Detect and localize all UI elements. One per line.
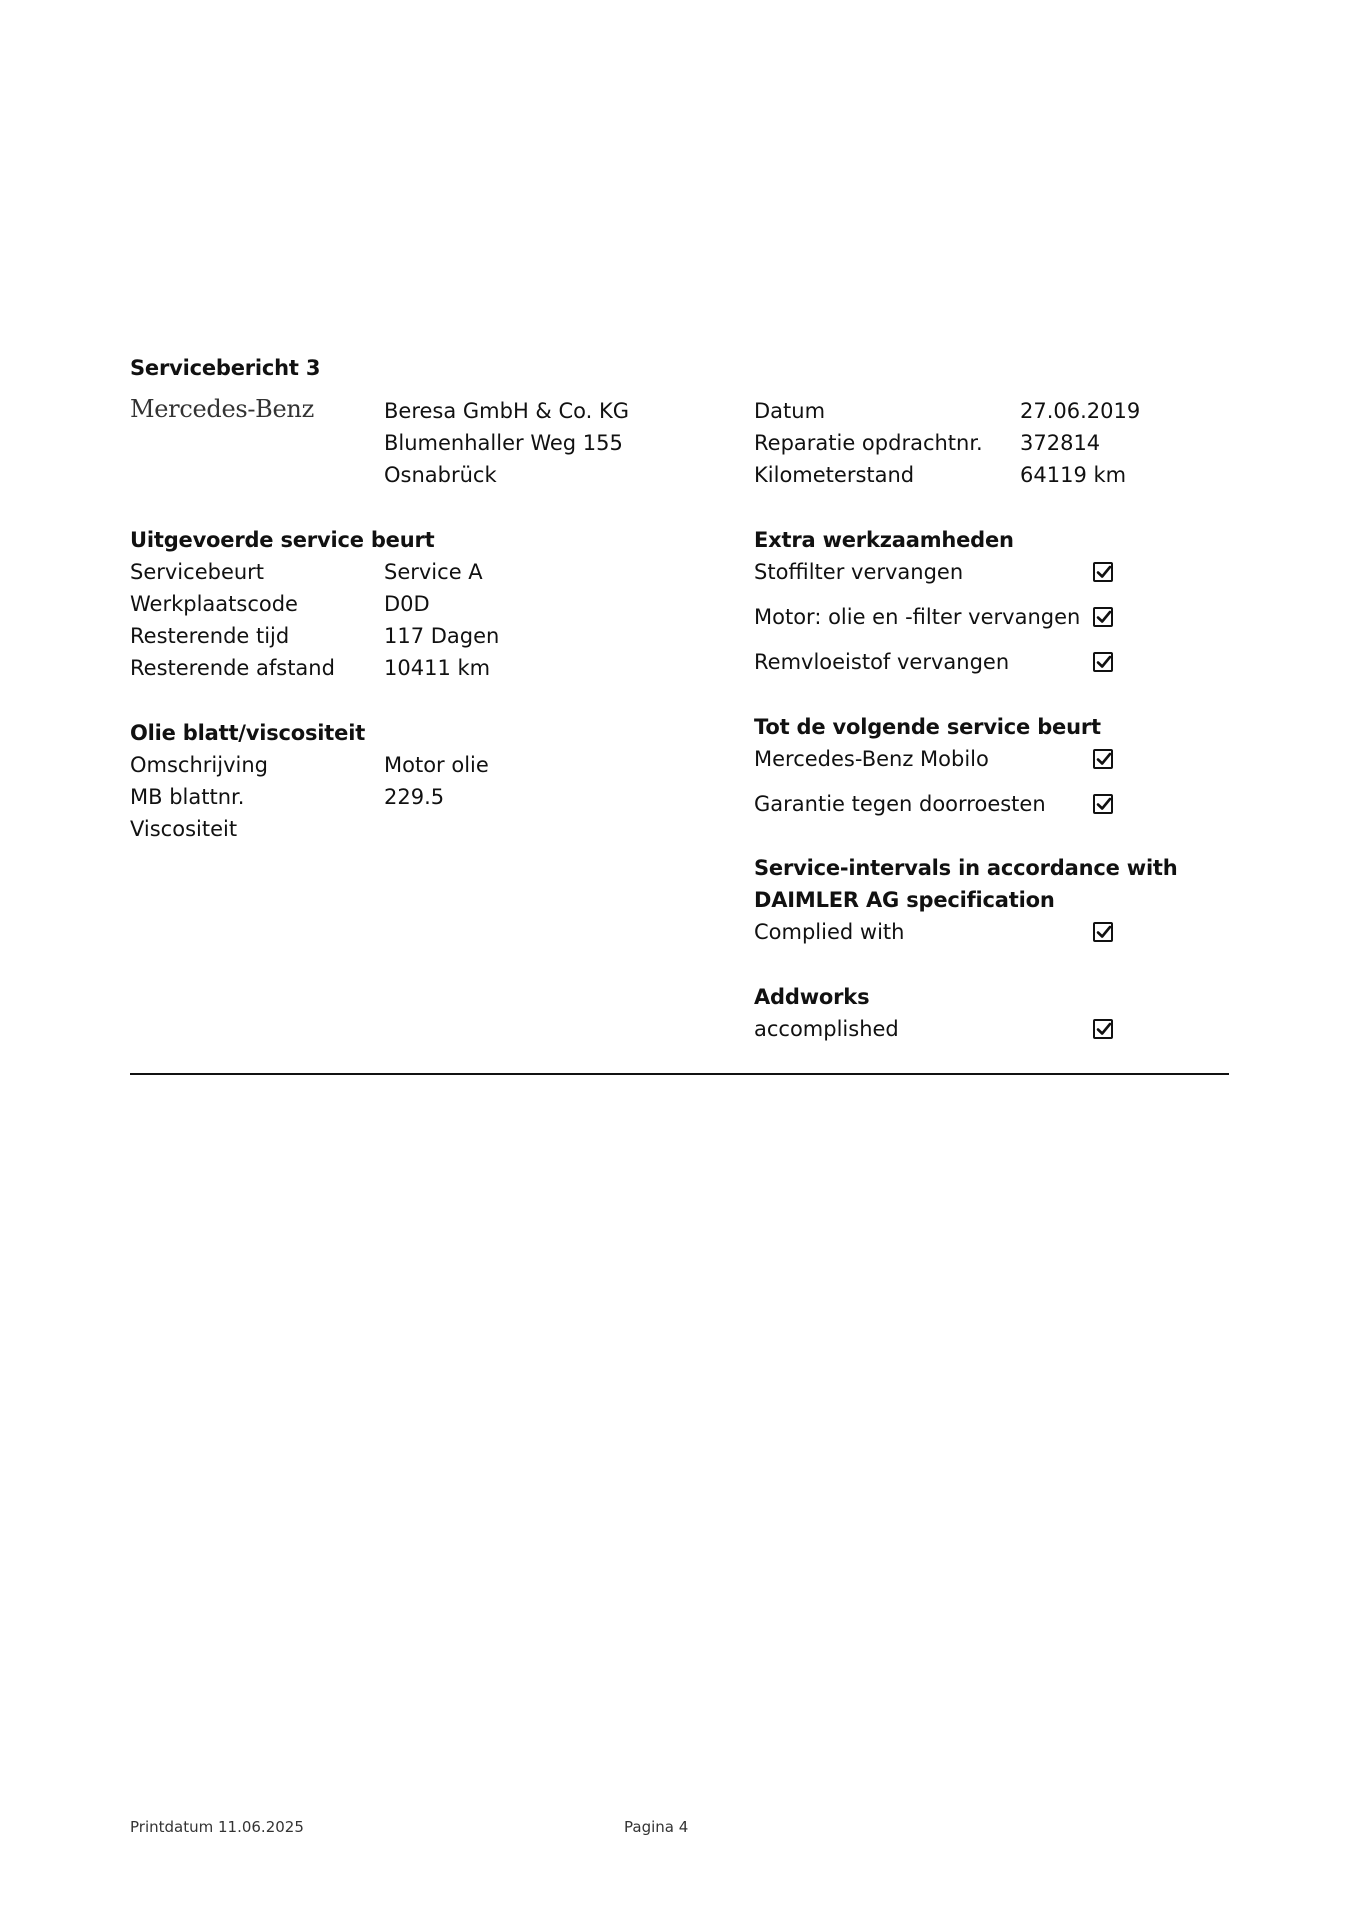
intervals-heading: DAIMLER AG specification xyxy=(754,888,1055,912)
checkbox xyxy=(1093,794,1113,814)
next-item-label: Garantie tegen doorroesten xyxy=(754,792,1046,816)
service-heading: Uitgevoerde service beurt xyxy=(130,528,435,552)
checkmark-icon xyxy=(1096,609,1112,625)
checkmark-icon xyxy=(1096,654,1112,670)
oil-value: Motor olie xyxy=(384,753,489,777)
meta-value: 27.06.2019 xyxy=(1020,399,1141,423)
checkbox xyxy=(1093,562,1113,582)
service-value: D0D xyxy=(384,592,430,616)
service-value: 117 Dagen xyxy=(384,624,500,648)
service-label: Resterende afstand xyxy=(130,656,335,680)
dealer-city: Osnabrück xyxy=(384,463,497,487)
checkbox xyxy=(1093,652,1113,672)
page-title: Servicebericht 3 xyxy=(130,356,321,380)
intervals-heading: Service-intervals in accordance with xyxy=(754,856,1178,880)
next-item-label: Mercedes-Benz Mobilo xyxy=(754,747,989,771)
checkmark-icon xyxy=(1096,924,1112,940)
checkbox xyxy=(1093,607,1113,627)
meta-label: Datum xyxy=(754,399,826,423)
service-value: Service A xyxy=(384,560,483,584)
checkbox xyxy=(1093,922,1113,942)
dealer-name: Beresa GmbH & Co. KG xyxy=(384,399,630,423)
checkmark-icon xyxy=(1096,796,1112,812)
intervals-item-label: Complied with xyxy=(754,920,905,944)
checkbox xyxy=(1093,749,1113,769)
extra-item-label: Stoffilter vervangen xyxy=(754,560,964,584)
meta-value: 64119 km xyxy=(1020,463,1127,487)
oil-value: 229.5 xyxy=(384,785,445,809)
addworks-heading: Addworks xyxy=(754,985,870,1009)
service-label: Resterende tijd xyxy=(130,624,290,648)
extra-item-label: Remvloeistof vervangen xyxy=(754,650,1010,674)
brand-logo: Mercedes-Benz xyxy=(130,395,314,423)
extra-item-label: Motor: olie en -filter vervangen xyxy=(754,605,1081,629)
addworks-item-label: accomplished xyxy=(754,1017,899,1041)
page-number: Pagina 4 xyxy=(624,1818,689,1836)
checkbox xyxy=(1093,1019,1113,1039)
extra-heading: Extra werkzaamheden xyxy=(754,528,1014,552)
next-heading: Tot de volgende service beurt xyxy=(754,715,1101,739)
service-label: Servicebeurt xyxy=(130,560,265,584)
meta-label: Kilometerstand xyxy=(754,463,915,487)
oil-heading: Olie blatt/viscositeit xyxy=(130,721,366,745)
oil-label: Omschrijving xyxy=(130,753,268,777)
oil-label: MB blattnr. xyxy=(130,785,245,809)
meta-label: Reparatie opdrachtnr. xyxy=(754,431,983,455)
oil-label: Viscositeit xyxy=(130,817,238,841)
service-value: 10411 km xyxy=(384,656,491,680)
checkmark-icon xyxy=(1096,751,1112,767)
print-date: Printdatum 11.06.2025 xyxy=(130,1818,304,1836)
checkmark-icon xyxy=(1096,564,1112,580)
divider xyxy=(130,1073,1229,1075)
service-label: Werkplaatscode xyxy=(130,592,298,616)
dealer-street: Blumenhaller Weg 155 xyxy=(384,431,623,455)
checkmark-icon xyxy=(1096,1021,1112,1037)
meta-value: 372814 xyxy=(1020,431,1101,455)
